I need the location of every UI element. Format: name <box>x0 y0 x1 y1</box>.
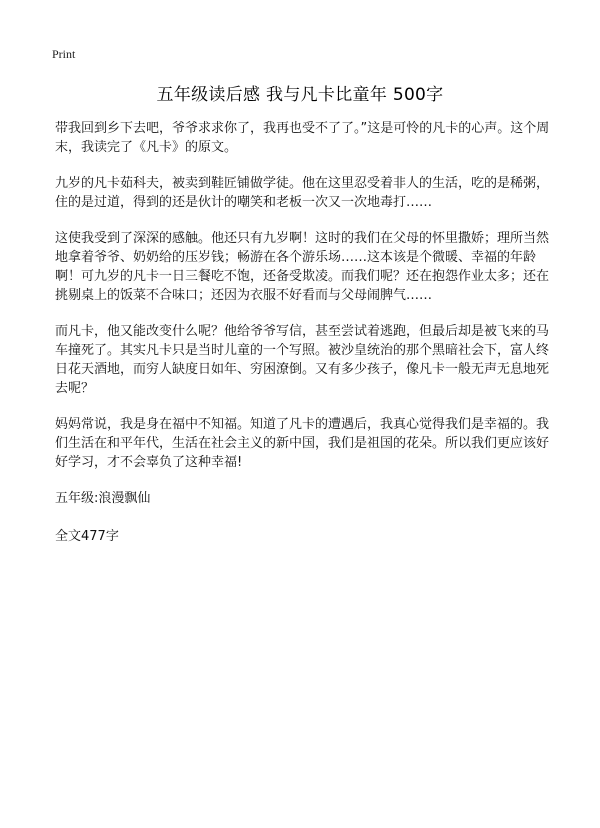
document-title: 五年级读后感 我与凡卡比童年 500字 <box>156 85 444 105</box>
paragraph-3: 这使我受到了深深的感触。他还只有九岁啊！这时的我们在父母的怀里撒娇；理所当然地拿着爷爷、奶奶给的压岁钱；畅游在各个游乐场……这本该是个微暖、幸福的年龄啊！可九岁的凡卡一日三餐吃不饱，还备受欺凌。而我们呢？还在抱怨作业太多；还在挑剔桌上的饭菜不合味口；还因为衣服不好看而与父母闹脾气…… <box>55 231 550 303</box>
paragraph-1: 带我回到乡下去吧，爷爷求求你了，我再也受不了了。”这是可怜的凡卡的心声。这个周末，我读完了《凡卡》的原文。 <box>55 121 550 155</box>
paragraph-5: 妈妈常说，我是身在福中不知福。知道了凡卡的遭遇后，我真心觉得我们是幸福的。我们生活在和平年代，生活在社会主义的新中国，我们是祖国的花朵。所以我们更应该好好学习，才不会辜负了这种幸福! <box>55 417 550 470</box>
author-line: 五年级:浪漫飘仙 <box>55 491 151 506</box>
paragraph-4: 而凡卡，他又能改变什么呢？他给爷爷写信，甚至尝试着逃跑，但最后却是被飞来的马车撞死了。其实凡卡只是当时儿童的一个写照。被沙皇统治的那个黑暗社会下，富人终日花天酒地，而穷人缺度日如年、穷困潦倒。又有多少孩子，像凡卡一般无声无息地死去呢？ <box>55 324 550 396</box>
word-count: 全文477字 <box>55 529 119 544</box>
print-link[interactable]: Print <box>52 47 76 61</box>
paragraph-2: 九岁的凡卡茹科夫，被卖到鞋匠铺做学徒。他在这里忍受着非人的生活，吃的是稀粥，住的是过道，得到的还是伙计的嘲笑和老板一次又一次地毒打…… <box>55 176 550 210</box>
document-body <box>55 119 555 565</box>
